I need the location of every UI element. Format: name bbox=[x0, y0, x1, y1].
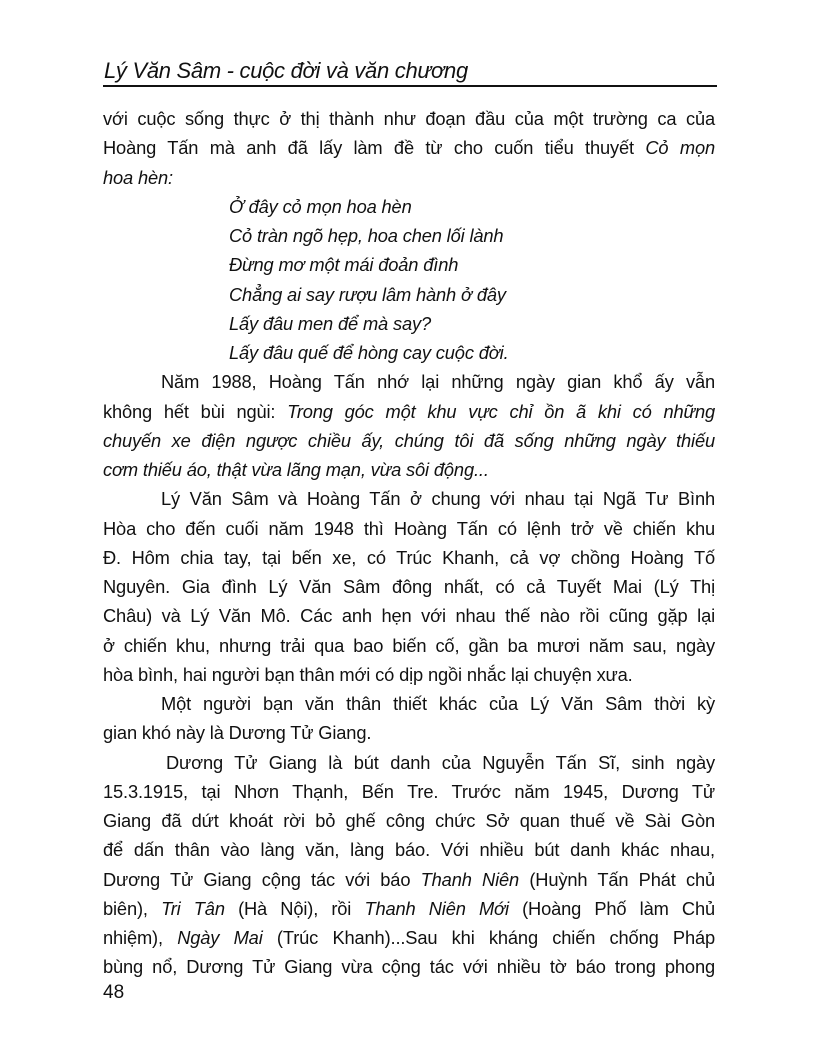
poem-line bbox=[229, 196, 412, 218]
text-line bbox=[103, 693, 715, 715]
text-line bbox=[103, 956, 715, 978]
text-segment: Dương Tử Giang cộng tác với báo bbox=[103, 868, 421, 890]
text-line bbox=[103, 518, 715, 540]
text-line bbox=[103, 752, 715, 774]
italic-text: cơm thiếu áo, thật vừa lãng mạn, vừa sôi động... bbox=[103, 459, 489, 480]
text-line bbox=[103, 137, 715, 159]
text-segment: ở chiến khu, nhưng trải qua bao biến cố, gần ba mươi năm sau, ngày bbox=[103, 634, 715, 656]
italic-text: Thanh Niên bbox=[420, 868, 520, 890]
text-segment: nhiệm), bbox=[103, 927, 178, 948]
text-line bbox=[103, 167, 715, 189]
text-line bbox=[103, 576, 715, 598]
poem-line bbox=[229, 284, 506, 306]
text-line bbox=[103, 635, 715, 657]
text-segment: hòa bình, hai người bạn thân mới có dịp ngồi nhắc lại chuyện xưa. bbox=[103, 663, 633, 685]
text-line bbox=[103, 108, 715, 130]
text-line bbox=[103, 430, 715, 452]
text-segment: Một người bạn văn thân thiết khác của Lý Văn Sâm thời kỳ bbox=[161, 693, 715, 714]
text-segment: Năm 1988, Hoàng Tấn nhớ lại những ngày gian khổ ấy vẫn bbox=[161, 371, 715, 393]
text-segment: bùng nổ, Dương Tử Giang vừa cộng tác với nhiều tờ báo trong phong bbox=[103, 956, 715, 978]
text-segment: Hòa cho đến cuối năm 1948 thì Hoàng Tấn có lệnh trở về chiến khu bbox=[103, 517, 715, 539]
text-segment: Hoàng Tấn mà anh đã lấy làm đề từ cho cuốn tiểu thuyết bbox=[103, 137, 646, 159]
text-segment: không hết bùi ngùi: bbox=[103, 400, 288, 422]
running-header: Lý Văn Sâm - cuộc đời và văn chương bbox=[104, 58, 468, 83]
italic-text: Ở đây cỏ mọn hoa hèn bbox=[229, 195, 412, 217]
text-segment: để dấn thân vào làng văn, làng báo. Với nhiều bút danh khác nhau, bbox=[103, 839, 715, 861]
italic-text: Chẳng ai say rượu lâm hành ở đây bbox=[229, 283, 506, 305]
italic-text: Lấy đâu men để mà say? bbox=[229, 312, 431, 334]
header-rule bbox=[103, 85, 717, 87]
text-line bbox=[103, 927, 715, 949]
text-line bbox=[103, 898, 715, 920]
text-segment: với cuộc sống thực ở thị thành như đoạn đầu của một trường ca của bbox=[103, 108, 715, 129]
text-segment: Châu) và Lý Văn Mô. Các anh hẹn với nhau thế nào rồi cũng gặp lại bbox=[103, 605, 715, 627]
text-segment: Đ. Hôm chia tay, tại bến xe, có Trúc Khanh, cả vợ chồng Hoàng Tố bbox=[103, 546, 715, 568]
text-segment: (Hà Nội), rồi bbox=[224, 897, 365, 919]
text-line bbox=[103, 664, 715, 686]
text-segment: (Trúc Khanh)...Sau khi kháng chiến chống Pháp bbox=[262, 927, 716, 948]
italic-text: Đừng mơ một mái đoản đình bbox=[229, 254, 459, 276]
text-segment: Lý Văn Sâm và Hoàng Tấn ở chung với nhau tại Ngã Tư Bình bbox=[161, 488, 715, 510]
italic-text: Trong góc một khu vực chỉ ồn ã khi có những bbox=[287, 400, 715, 422]
text-segment: Giang đã dứt khoát rời bỏ ghế công chức Sở quan thuế về Sài Gòn bbox=[103, 810, 715, 831]
poem-line bbox=[229, 254, 458, 276]
text-line bbox=[103, 605, 715, 627]
italic-text: hoa hèn: bbox=[103, 166, 173, 188]
text-segment: biên), bbox=[103, 897, 162, 919]
page-number: 48 bbox=[103, 982, 125, 1003]
text-line bbox=[103, 371, 715, 393]
text-line bbox=[103, 401, 715, 423]
text-segment: Dương Tử Giang là bút danh của Nguyễn Tấn Sĩ, sinh ngày bbox=[166, 751, 715, 773]
text-line bbox=[103, 722, 715, 744]
poem-line bbox=[229, 225, 503, 247]
italic-text: Thanh Niên Mới bbox=[364, 897, 509, 919]
text-line bbox=[103, 459, 715, 481]
text-line bbox=[103, 839, 715, 861]
text-segment: gian khó này là Dương Tử Giang. bbox=[103, 722, 372, 744]
text-segment: (Hoàng Phố làm Chủ bbox=[508, 897, 715, 919]
text-line bbox=[103, 869, 715, 891]
text-line bbox=[103, 781, 715, 803]
text-segment: Nguyên. Gia đình Lý Văn Sâm đông nhất, có cả Tuyết Mai (Lý Thị bbox=[103, 576, 715, 597]
text-line bbox=[103, 810, 715, 832]
text-line bbox=[103, 547, 715, 569]
italic-text: Tri Tân bbox=[161, 897, 225, 919]
italic-text: Ngày Mai bbox=[177, 927, 263, 948]
italic-text: Cỏ tràn ngõ hẹp, hoa chen lối lành bbox=[229, 225, 504, 246]
text-line bbox=[103, 488, 715, 510]
italic-text: Lấy đâu quế để hòng cay cuộc đời. bbox=[229, 342, 509, 363]
italic-text: Cỏ mọn bbox=[645, 137, 715, 159]
poem-line bbox=[229, 342, 509, 364]
text-segment: 15.3.1915, tại Nhơn Thạnh, Bến Tre. Trước năm 1945, Dương Tử bbox=[103, 780, 715, 802]
text-segment: (Huỳnh Tấn Phát chủ bbox=[519, 868, 715, 890]
italic-text: chuyến xe điện ngược chiều ấy, chúng tôi đã sống những ngày thiếu bbox=[103, 429, 715, 451]
poem-line bbox=[229, 313, 431, 335]
